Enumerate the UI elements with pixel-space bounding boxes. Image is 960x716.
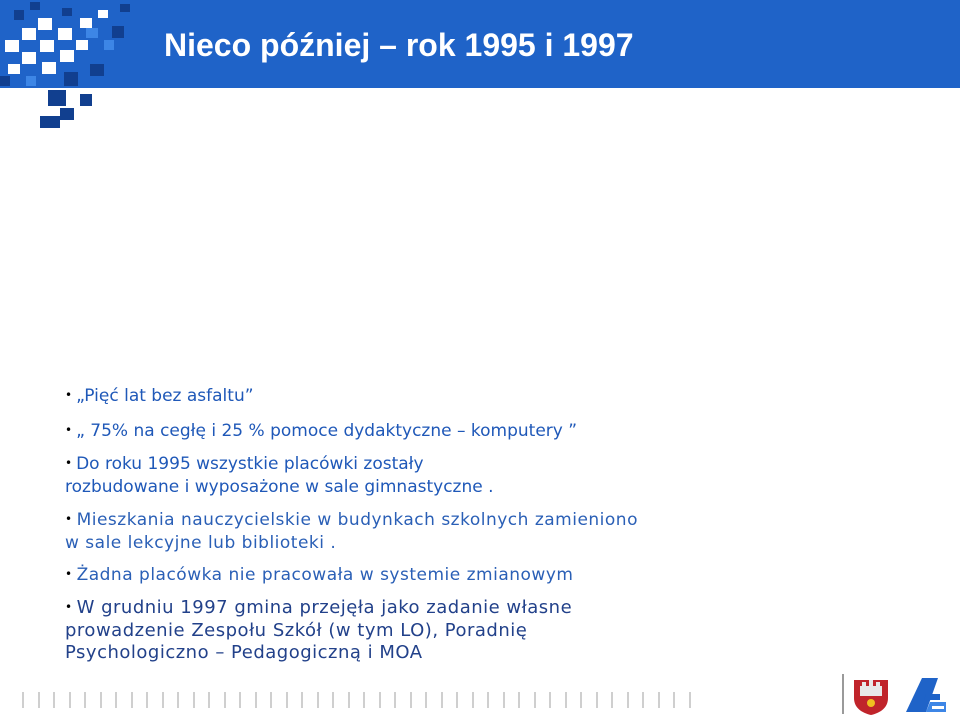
bullet-6-continuation-2 xyxy=(65,642,423,664)
bullet-3-line-2: rozbudowane i wyposażone w sale gimnastyczne . xyxy=(65,477,494,497)
footer-tick xyxy=(193,692,195,708)
footer-tick xyxy=(146,692,148,708)
bullet-item-4 xyxy=(65,509,638,532)
footer-tick xyxy=(53,692,55,708)
footer-tick xyxy=(580,692,582,708)
footer-tick-strip xyxy=(22,692,722,710)
footer-tick xyxy=(441,692,443,708)
footer-tick xyxy=(177,692,179,708)
bullet-4-continuation xyxy=(65,532,336,554)
bullet-item-6 xyxy=(65,597,572,620)
school-logo-icon xyxy=(906,678,946,712)
footer-tick xyxy=(69,692,71,708)
bullet-item-2 xyxy=(65,420,577,443)
footer-tick xyxy=(255,692,257,708)
bullet-dot: • xyxy=(65,456,73,470)
footer-tick xyxy=(627,692,629,708)
footer-tick xyxy=(596,692,598,708)
footer-tick xyxy=(208,692,210,708)
footer-tick xyxy=(410,692,412,708)
footer-tick xyxy=(363,692,365,708)
footer-tick xyxy=(673,692,675,708)
footer-tick xyxy=(38,692,40,708)
bullet-item-5 xyxy=(65,564,573,587)
bullet-dot: • xyxy=(65,512,73,526)
footer-tick xyxy=(224,692,226,708)
footer-tick xyxy=(348,692,350,708)
footer-tick xyxy=(22,692,24,708)
footer-tick xyxy=(565,692,567,708)
bullet-dot: • xyxy=(65,600,73,614)
bullet-3-line-1: Do roku 1995 wszystkie placówki zostały xyxy=(76,454,424,474)
footer-logos xyxy=(842,672,952,716)
bullet-6-line-3: Psychologiczno – Pedagogiczną i MOA xyxy=(65,642,423,663)
footer-tick xyxy=(549,692,551,708)
footer-tick xyxy=(84,692,86,708)
bullet-3-continuation xyxy=(65,476,494,498)
bullet-4-line-2: w sale lekcyjne lub biblioteki . xyxy=(65,533,337,553)
footer-tick xyxy=(100,692,102,708)
footer-tick xyxy=(611,692,613,708)
town-crest-icon xyxy=(854,680,888,715)
footer-tick xyxy=(379,692,381,708)
footer-tick xyxy=(162,692,164,708)
bullet-item-3 xyxy=(65,453,424,476)
logo-divider xyxy=(842,674,844,714)
footer-tick xyxy=(689,692,691,708)
bullet-5-line-1: Żadna placówka nie pracowała w systemie zmianowym xyxy=(76,565,574,585)
bullet-dot: • xyxy=(65,567,73,581)
footer-tick xyxy=(317,692,319,708)
bullet-dot: • xyxy=(65,423,73,437)
footer-tick xyxy=(534,692,536,708)
footer-tick xyxy=(239,692,241,708)
bullet-6-line-1: W grudniu 1997 gmina przejęła jako zadanie własne xyxy=(76,597,573,618)
footer-tick xyxy=(394,692,396,708)
footer-tick xyxy=(642,692,644,708)
footer-tick xyxy=(131,692,133,708)
footer-tick xyxy=(487,692,489,708)
pixel-arrow-cursor-icon xyxy=(0,0,150,135)
footer-tick xyxy=(456,692,458,708)
footer-tick xyxy=(332,692,334,708)
bullet-4-line-1: Mieszkania nauczycielskie w budynkach szkolnych zamieniono xyxy=(76,510,638,530)
footer-tick xyxy=(472,692,474,708)
footer-tick xyxy=(270,692,272,708)
bullet-1-line-1: „Pięć lat bez asfaltu” xyxy=(76,386,254,406)
footer-tick xyxy=(425,692,427,708)
footer-tick xyxy=(518,692,520,708)
slide-title: Nieco później – rok 1995 i 1997 xyxy=(164,27,634,63)
footer-tick xyxy=(115,692,117,708)
bullet-item-1 xyxy=(65,385,254,408)
bullet-6-continuation-1 xyxy=(65,620,527,642)
bullet-2-line-1: „ 75% na cegłę i 25 % pomoce dydaktyczne – komputery ” xyxy=(76,421,578,441)
footer-tick xyxy=(503,692,505,708)
bullet-dot: • xyxy=(65,388,73,402)
bullet-6-line-2: prowadzenie Zespołu Szkół (w tym LO), Poradnię xyxy=(65,620,528,641)
footer-tick xyxy=(286,692,288,708)
footer-tick xyxy=(658,692,660,708)
footer-tick xyxy=(301,692,303,708)
